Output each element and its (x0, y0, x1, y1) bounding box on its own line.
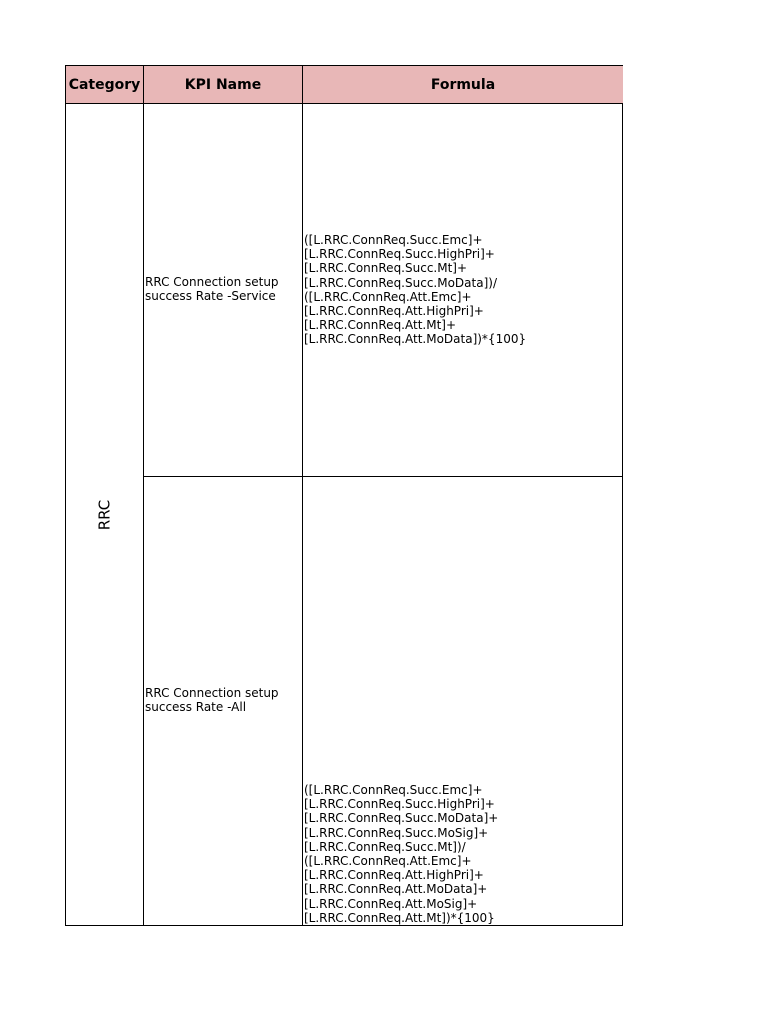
kpi-table (65, 65, 623, 926)
formula-line: ([L.RRC.ConnReq.Succ.Emc]+ (304, 233, 483, 247)
column-divider (143, 66, 144, 925)
formula-line: ([L.RRC.ConnReq.Succ.Emc]+ (304, 783, 483, 797)
header-formula: Formula (303, 66, 623, 104)
category-cell (66, 104, 143, 925)
formula-line: ([L.RRC.ConnReq.Att.Emc]+ (304, 854, 472, 869)
formula-line: [L.RRC.ConnReq.Succ.MoData]+ (304, 811, 499, 826)
formula-line: ([L.RRC.ConnReq.Att.Emc]+ (304, 289, 472, 304)
kpi-name-line: RRC Connection setup (145, 686, 279, 700)
formula-line: [L.RRC.ConnReq.Att.HighPri]+ (304, 868, 484, 883)
category-label: RRC (95, 499, 114, 530)
kpi-name-cell (144, 275, 302, 303)
formula-line: [L.RRC.ConnReq.Succ.Mt]+ (304, 261, 468, 276)
kpi-name-cell (144, 686, 302, 714)
formula-line: [L.RRC.ConnReq.Att.MoSig]+ (304, 896, 478, 911)
header-category: Category (66, 66, 143, 104)
formula-line: [L.RRC.ConnReq.Att.MoData])*{100} (304, 332, 527, 347)
kpi-name-line: success Rate -All (145, 700, 247, 715)
formula-line: [L.RRC.ConnReq.Succ.HighPri]+ (304, 797, 495, 812)
formula-line: [L.RRC.ConnReq.Att.Mt]+ (304, 318, 457, 333)
formula-line: [L.RRC.ConnReq.Att.Mt])*{100} (304, 910, 495, 925)
formula-line: [L.RRC.ConnReq.Succ.Mt])/ (304, 839, 466, 854)
formula-line: [L.RRC.ConnReq.Succ.HighPri]+ (304, 247, 495, 262)
row-divider (144, 476, 622, 477)
formula-cell (303, 783, 623, 925)
header-kpi-name: KPI Name (144, 66, 302, 104)
formula-cell (303, 233, 623, 347)
formula-line: [L.RRC.ConnReq.Succ.MoSig]+ (304, 825, 489, 840)
formula-line: [L.RRC.ConnReq.Att.HighPri]+ (304, 304, 484, 319)
formula-line: [L.RRC.ConnReq.Att.MoData]+ (304, 882, 488, 897)
kpi-name-line: RRC Connection setup (145, 275, 279, 289)
kpi-name-line: success Rate -Service (145, 289, 276, 304)
formula-line: [L.RRC.ConnReq.Succ.MoData])/ (304, 275, 497, 290)
